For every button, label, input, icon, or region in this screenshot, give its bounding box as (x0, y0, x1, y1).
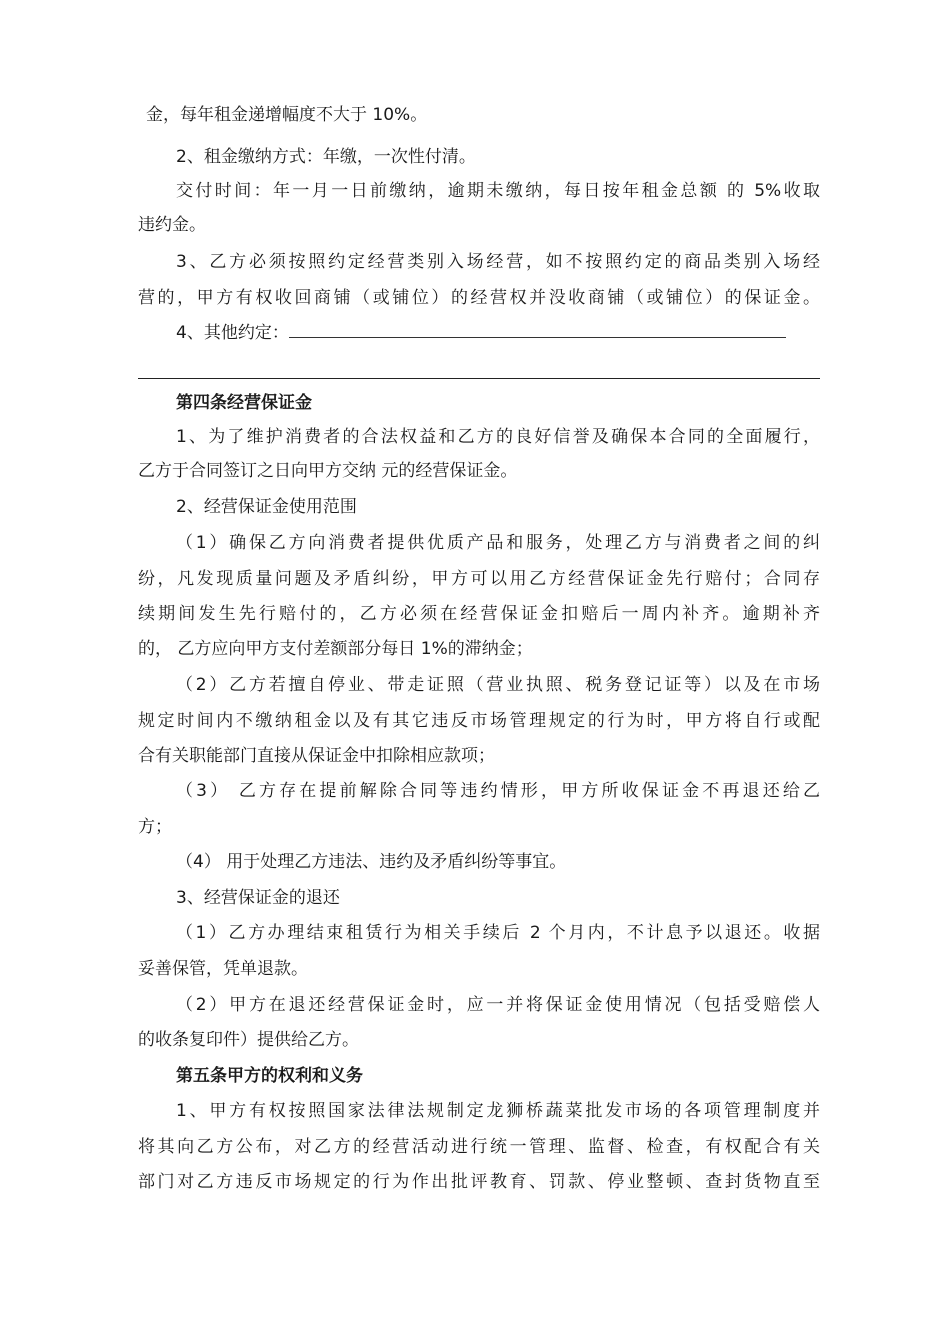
text-line: （2）乙方若擅自停业、带走证照（营业执照、税务登记证等）以及在市场 (176, 675, 820, 695)
text-line: 3、经营保证金的退还 (176, 888, 340, 908)
text-line: （3） 乙方存在提前解除合同等违约情形，甲方所收保证金不再退还给乙 (176, 781, 820, 801)
text-line: 违约金。 (138, 215, 206, 235)
text-line: （1）乙方办理结束租赁行为相关手续后 2 个月内，不计息予以退还。收据 (176, 923, 820, 943)
fill-in-blank (289, 323, 786, 338)
text-line: 纷，凡发现质量问题及矛盾纠纷，甲方可以用乙方经营保证金先行赔付；合同存 (138, 569, 820, 589)
text-line: （1）确保乙方向消费者提供优质产品和服务，处理乙方与消费者之间的纠 (176, 533, 820, 553)
text-line: 规定时间内不缴纳租金以及有其它违反市场管理规定的行为时，甲方将自行或配 (138, 711, 820, 731)
text-line: 妥善保管，凭单退款。 (138, 959, 308, 979)
other-agreement-label: 4、其他约定： (176, 323, 289, 343)
other-agreement-line (176, 322, 866, 344)
text-line: 1、为了维护消费者的合法权益和乙方的良好信誉及确保本合同的全面履行， (176, 427, 820, 447)
text-line: 的， 乙方应向甲方支付差额部分每日 1%的滞纳金； (138, 639, 533, 659)
text-line: 营的，甲方有权收回商铺（或铺位）的经营权并没收商铺（或铺位）的保证金。 (138, 288, 820, 308)
text-line: 交付时间：年一月一日前缴纳，逾期未缴纳，每日按年租金总额 的 5%收取 (176, 181, 820, 201)
text-line: （4） 用于处理乙方违法、违约及矛盾纠纷等事宜。 (176, 852, 567, 872)
horizontal-divider (138, 378, 820, 379)
text-line: 2、租金缴纳方式：年缴，一次性付清。 (176, 147, 476, 167)
text-line: 续期间发生先行赔付的，乙方必须在经营保证金扣赔后一周内补齐。逾期补齐 (138, 604, 820, 624)
section-heading: 第五条甲方的权利和义务 (176, 1066, 363, 1086)
text-line: 部门对乙方违反市场规定的行为作出批评教育、罚款、停业整顿、查封货物直至 (138, 1172, 820, 1192)
text-line: 金，每年租金递增幅度不大于 10%。 (146, 105, 428, 125)
text-line: （2）甲方在退还经营保证金时，应一并将保证金使用情况（包括受赔偿人 (176, 995, 820, 1015)
text-line: 乙方于合同签订之日向甲方交纳 元的经营保证金。 (138, 461, 518, 481)
text-line: 方； (138, 817, 172, 837)
text-line: 2、经营保证金使用范围 (176, 497, 357, 517)
text-line: 合有关职能部门直接从保证金中扣除相应款项； (138, 746, 495, 766)
text-line: 3、乙方必须按照约定经营类别入场经营，如不按照约定的商品类别入场经 (176, 252, 820, 272)
text-line: 的收条复印件）提供给乙方。 (138, 1030, 359, 1050)
text-line: 1、甲方有权按照国家法律法规制定龙狮桥蔬菜批发市场的各项管理制度并 (176, 1101, 820, 1121)
text-line: 将其向乙方公布，对乙方的经营活动进行统一管理、监督、检查，有权配合有关 (138, 1137, 820, 1157)
section-heading: 第四条经营保证金 (176, 393, 312, 413)
